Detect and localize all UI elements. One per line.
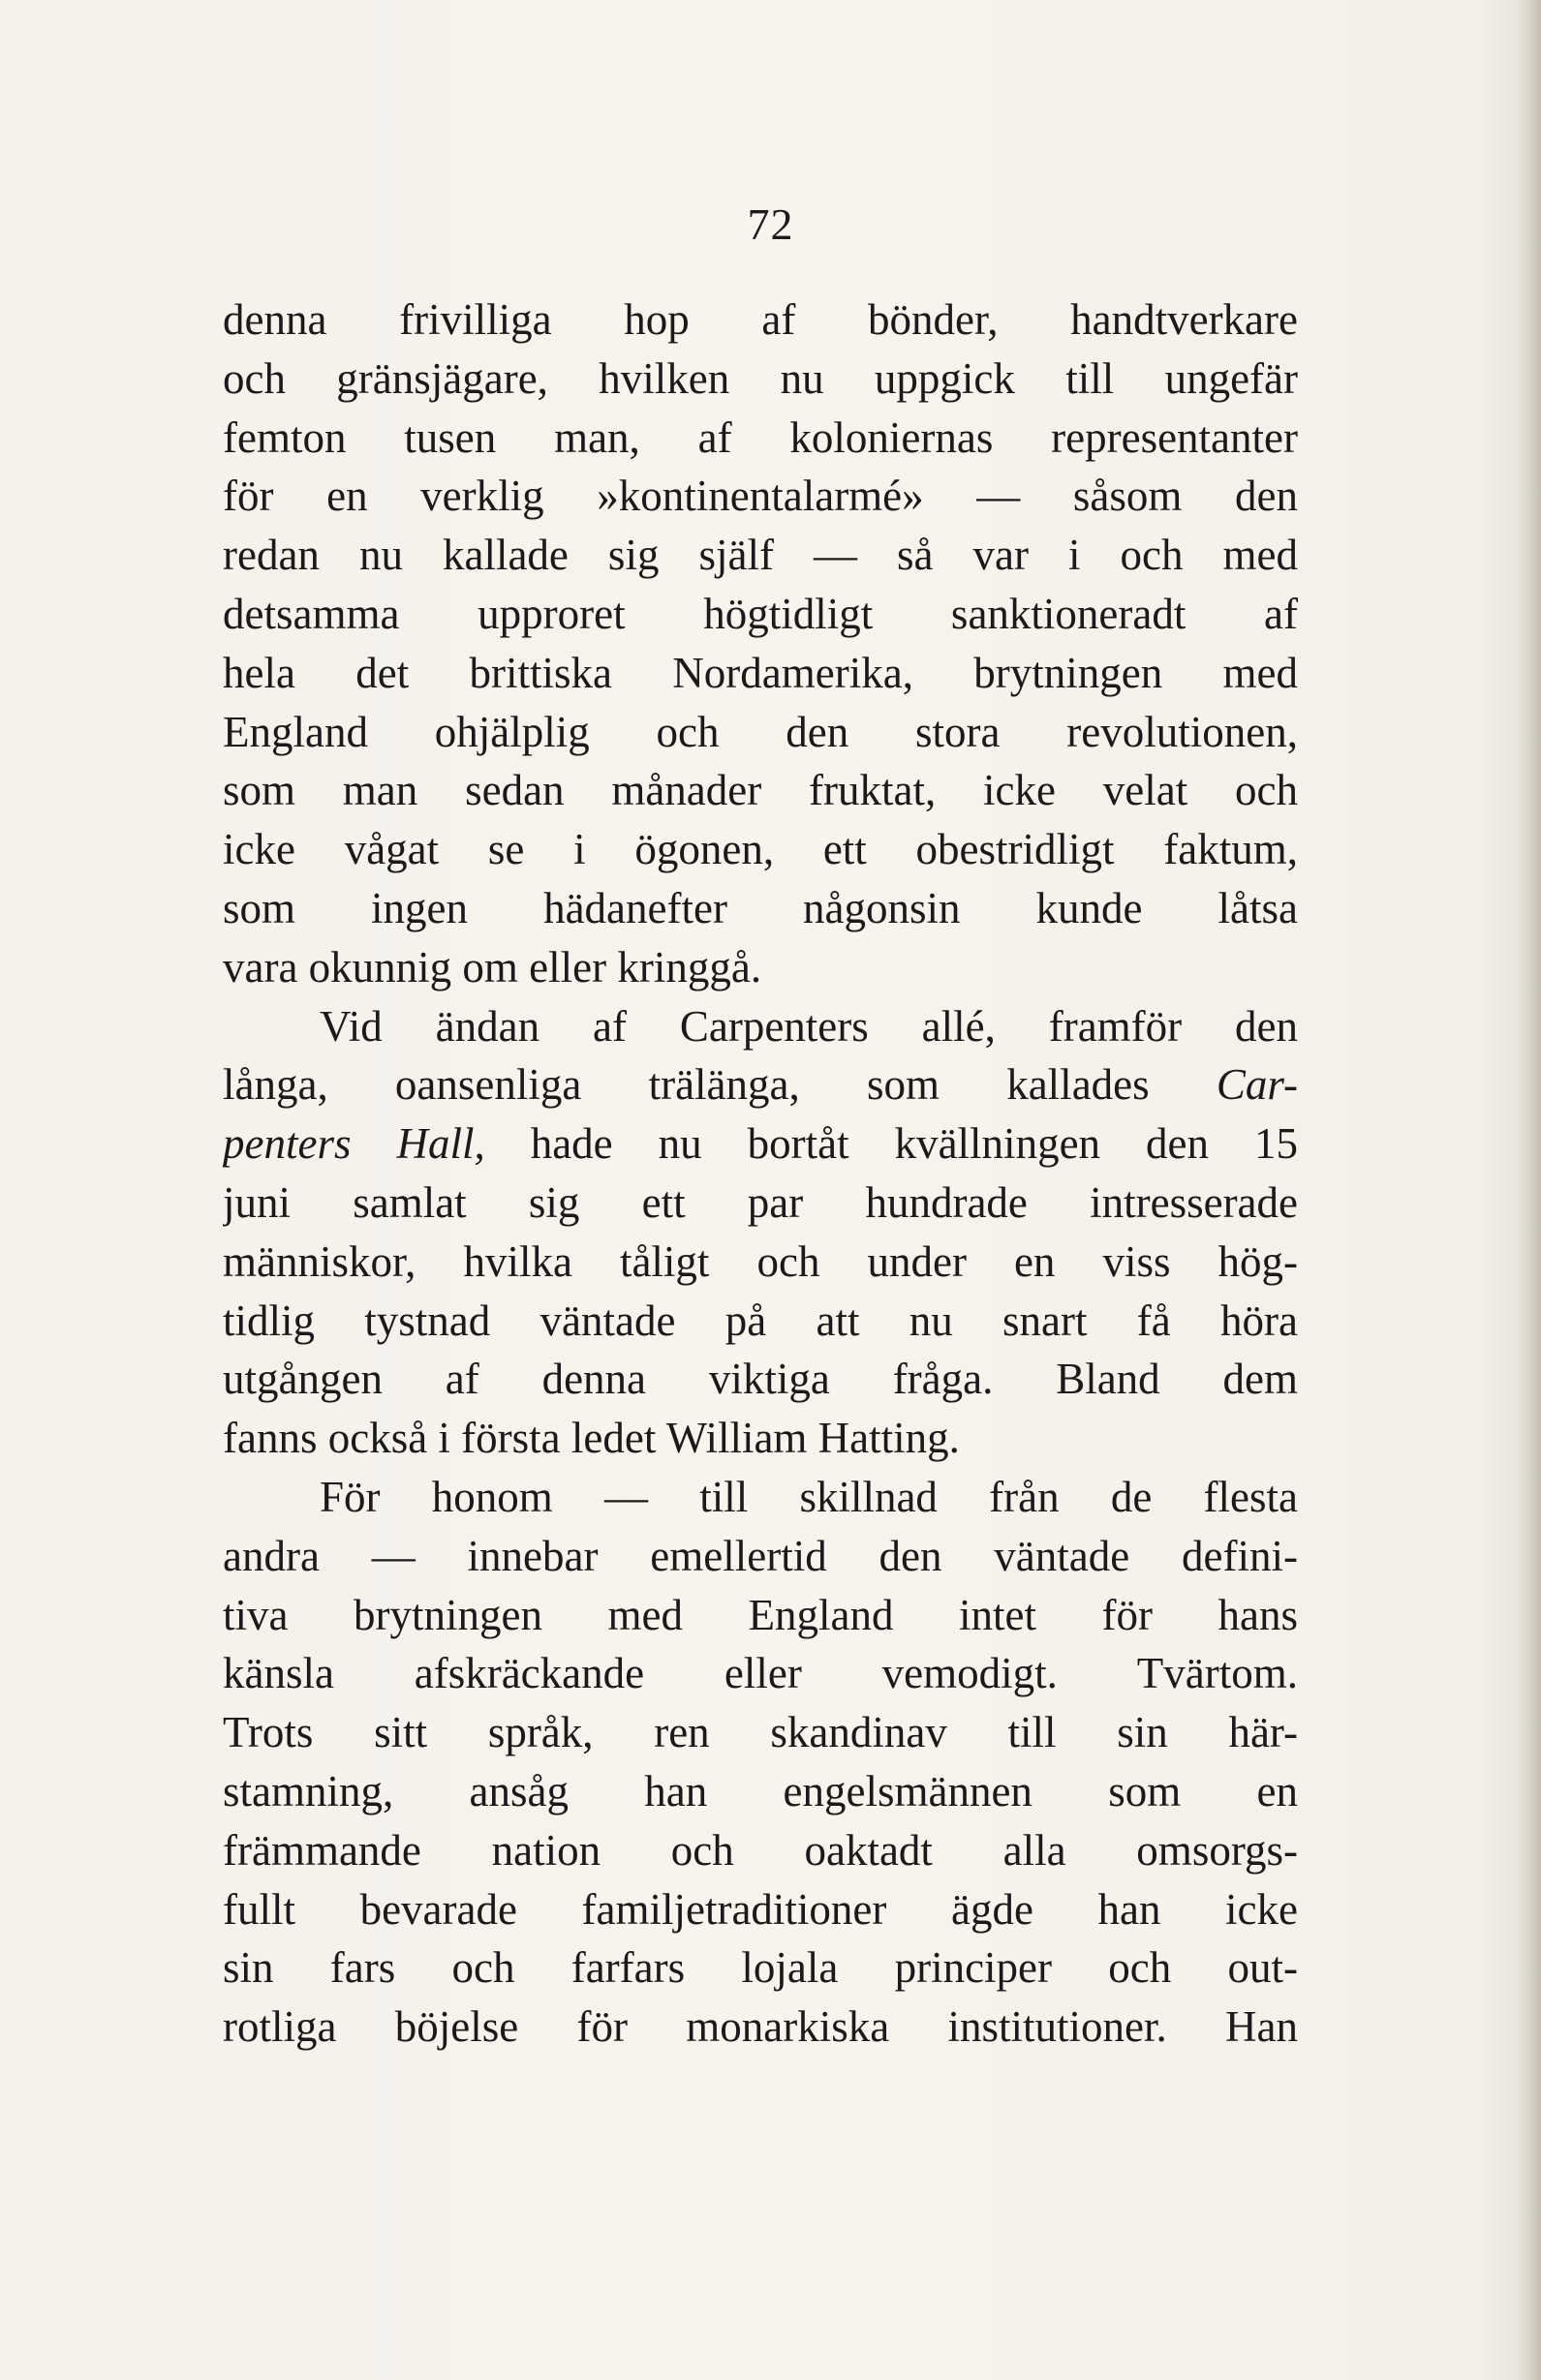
text-line: tiva brytningen med England intet för hans (223, 1590, 1298, 1639)
text-line: tidlig tystnad väntade på att nu snart få höra (223, 1296, 1298, 1345)
text-line (223, 1114, 1298, 1174)
text-line: hela det brittiska Nordamerika, brytningen med (223, 648, 1298, 697)
text-line: icke vågat se i ögonen, ett obestridligt faktum, (223, 825, 1298, 874)
italic-text: Car- (1216, 1060, 1298, 1110)
page-edge-shadow (1516, 0, 1541, 2380)
text-line: vara okunnig om eller kringgå. (223, 942, 762, 992)
text-line: fanns också i första ledet William Hatting. (223, 1414, 960, 1463)
text-line: människor, hvilka tåligt och under en viss hög- (223, 1236, 1298, 1286)
text-line: som ingen hädanefter någonsin kunde låtsa (223, 883, 1298, 932)
text-line: Trots sitt språk, ren skandinav till sin här- (223, 1708, 1298, 1757)
text-line: denna frivilliga hop af bönder, handtverkare (223, 295, 1298, 344)
italic-text: penters Hall, (223, 1119, 485, 1169)
text-line: andra — innebar emellertid den väntade defini- (223, 1531, 1298, 1580)
text-line: sin fars och farfars lojala principer och out- (223, 1943, 1298, 1993)
text-line: redan nu kallade sig själf — så var i och med (223, 531, 1298, 580)
text-line: femton tusen man, af koloniernas representanter (223, 412, 1298, 462)
text-line: som man sedan månader fruktat, icke velat och (223, 766, 1298, 815)
text-line: och gränsjägare, hvilken nu uppgick till ungefär (223, 353, 1298, 403)
text-line: främmande nation och oaktadt alla omsorgs- (223, 1825, 1298, 1875)
text-run: långa, oansenliga trälänga, som kallades (223, 1060, 1217, 1110)
text-line: känsla afskräckande eller vemodigt. Tvärtom. (223, 1649, 1298, 1698)
text-line: England ohjälplig och den stora revolutionen, (223, 707, 1298, 756)
text-line: juni samlat sig ett par hundrade intresserade (223, 1177, 1298, 1227)
page-number: 72 (747, 199, 794, 249)
text-line: fullt bevarade familjetraditioner ägde han icke (223, 1884, 1298, 1934)
text-line: stamning, ansåg han engelsmännen som en (223, 1766, 1298, 1816)
text-line: för en verklig »kontinentalarmé» — såsom den (223, 472, 1298, 521)
text-line: detsamma upproret högtidligt sanktioneradt af (223, 589, 1298, 638)
body-text (223, 290, 1298, 2057)
text-line: utgången af denna viktiga fråga. Bland dem (223, 1355, 1298, 1404)
text-line (223, 1055, 1298, 1114)
text-run: hade nu bortåt kvällningen den 15 (484, 1119, 1298, 1169)
text-line: För honom — till skillnad från de flesta (320, 1472, 1298, 1521)
text-line: Vid ändan af Carpenters allé, framför den (320, 1001, 1298, 1051)
text-line: rotliga böjelse för monarkiska institutioner. Han (223, 2002, 1298, 2052)
